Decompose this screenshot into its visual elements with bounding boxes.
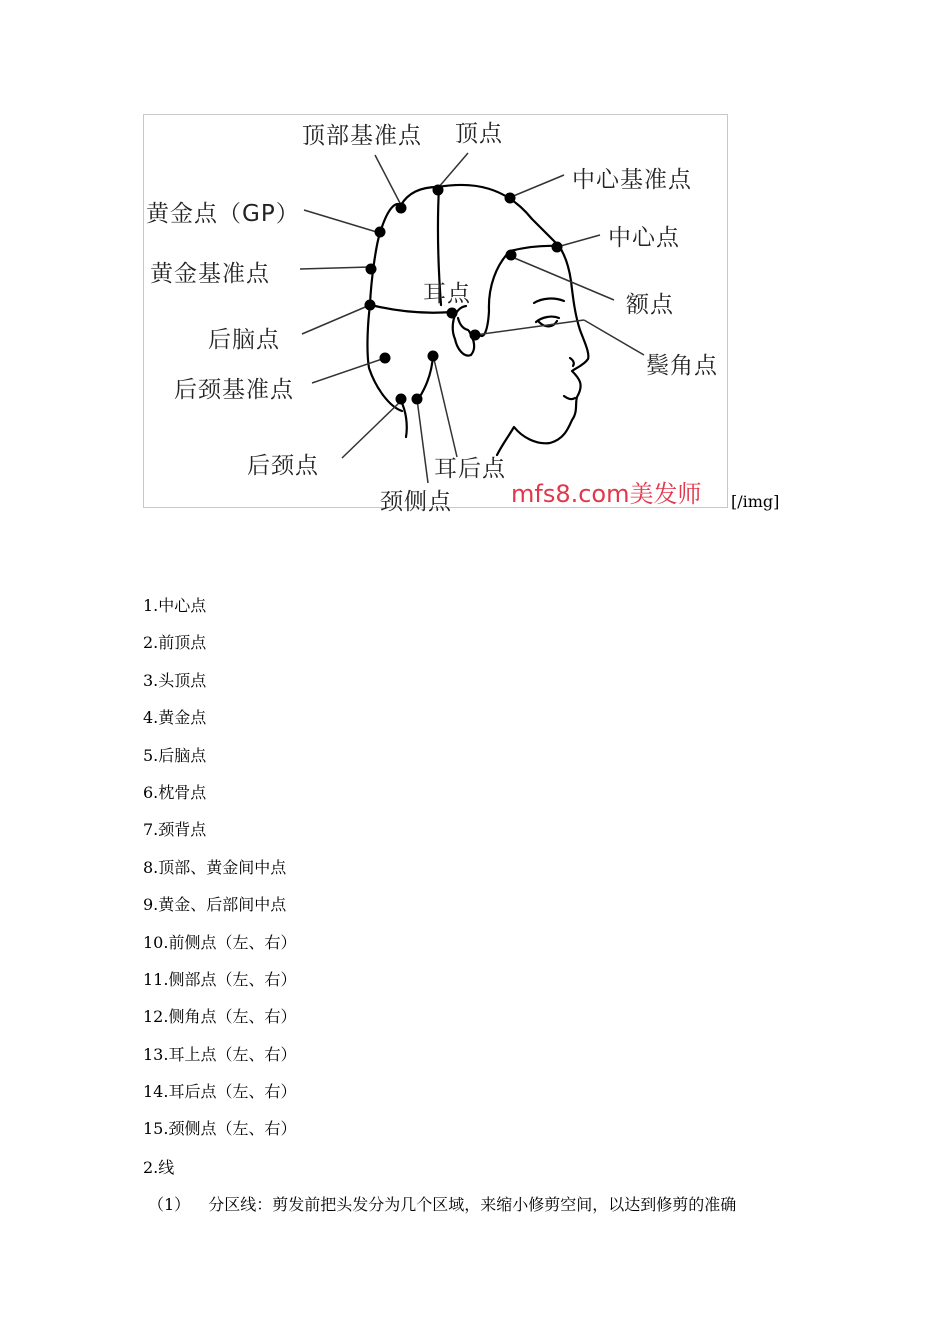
point-top-base: [396, 203, 407, 214]
point-golden-base: [366, 264, 377, 275]
point-top: [433, 185, 444, 196]
paragraph: [148, 1192, 736, 1215]
img-tag: [/img]: [731, 492, 780, 511]
label-center: 中心点: [608, 225, 680, 251]
label-top: 顶点: [455, 121, 503, 147]
point-center-base: [505, 193, 516, 204]
point-back-neck-base: [380, 353, 391, 364]
label-back-neck-base: 后颈基准点: [174, 377, 294, 403]
list-item: 7.颈背点: [143, 820, 207, 840]
list-item: 2.前顶点: [143, 633, 207, 653]
leader-top-base: [375, 155, 401, 205]
list-item: 4.黄金点: [143, 708, 207, 728]
label-golden-gp: 黄金点（GP）: [146, 201, 300, 227]
label-back-neck: 后颈点: [247, 453, 319, 479]
paragraph-text: 分区线：剪发前把头发分为几个区域，来缩小修剪空间，以达到修剪的准确: [208, 1195, 737, 1214]
leader-temple: [584, 320, 644, 355]
list-item: 12.侧角点（左、右）: [143, 1007, 297, 1027]
leader-center: [557, 235, 600, 247]
point-golden: [375, 227, 386, 238]
label-behind-ear: 耳后点: [434, 456, 506, 482]
point-neck-side: [412, 394, 423, 405]
leader-back-brain: [302, 305, 370, 334]
label-neck-side: 颈侧点: [380, 489, 452, 515]
section-title: 2.线: [143, 1158, 175, 1177]
watermark: mfs8.com美发师: [511, 480, 702, 508]
paragraph-number: （1）: [148, 1195, 191, 1214]
leader-golden-base: [300, 267, 370, 269]
label-ear: 耳点: [423, 281, 471, 307]
list-item: 6.枕骨点: [143, 782, 207, 802]
points-list: [143, 594, 296, 1155]
list-item: 11.侧部点（左、右）: [143, 969, 297, 989]
leader-top: [438, 153, 468, 188]
leader-behind-ear: [433, 355, 457, 457]
leader-golden: [304, 210, 380, 233]
point-temple: [470, 330, 481, 341]
point-ear: [447, 308, 458, 319]
list-item: 5.后脑点: [143, 745, 207, 765]
label-golden-base: 黄金基准点: [150, 261, 270, 287]
label-center-base: 中心基准点: [572, 167, 692, 193]
leader-forehead: [512, 257, 614, 300]
label-top-base: 顶部基准点: [302, 123, 422, 149]
point-forehead: [506, 250, 517, 261]
point-center: [552, 242, 563, 253]
point-behind-ear: [428, 351, 439, 362]
label-back-brain: 后脑点: [208, 327, 280, 353]
neck-back: [401, 401, 407, 437]
list-item: 8.顶部、黄金间中点: [143, 857, 287, 877]
list-item: 1.中心点: [143, 596, 207, 615]
leader-back-neck: [342, 401, 401, 458]
label-temple: 鬓角点: [646, 353, 718, 379]
point-back-brain: [365, 300, 376, 311]
leader-center-base: [511, 175, 564, 197]
list-item: 15.颈侧点（左、右）: [143, 1119, 297, 1139]
face-profile: [497, 246, 588, 455]
head-points-diagram: [143, 114, 728, 515]
list-item: 13.耳上点（左、右）: [143, 1044, 297, 1064]
list-item: 14.耳后点（左、右）: [143, 1082, 297, 1102]
point-back-neck: [396, 394, 407, 405]
list-item: 10.前侧点（左、右）: [143, 932, 297, 952]
leader-neck-side: [417, 399, 428, 483]
list-item: 9.黄金、后部间中点: [143, 895, 287, 915]
neck-front: [419, 355, 433, 398]
label-forehead: 额点: [626, 292, 674, 318]
list-item: 3.头顶点: [143, 670, 207, 690]
